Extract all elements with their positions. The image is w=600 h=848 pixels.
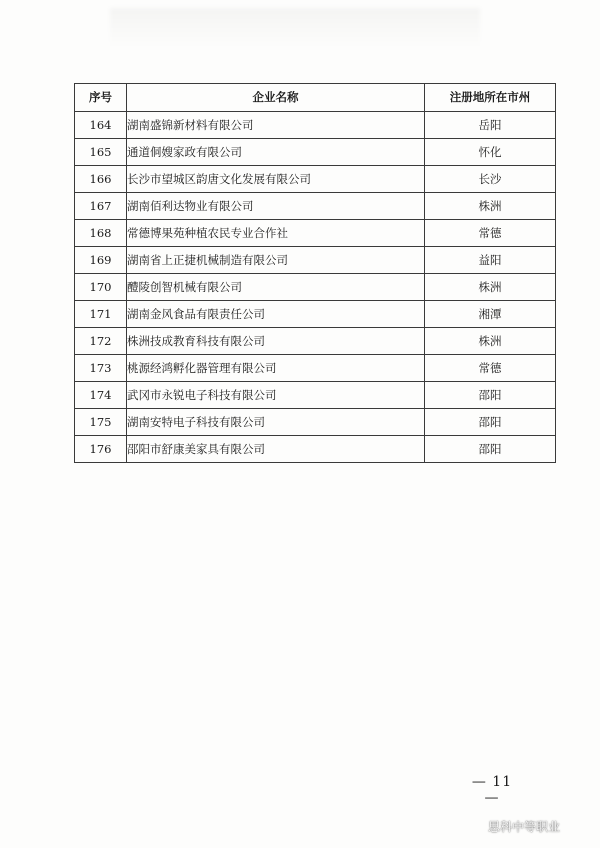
row-city: 湘潭 bbox=[425, 301, 556, 328]
row-no: 175 bbox=[75, 409, 127, 436]
table-row bbox=[75, 112, 556, 139]
table-row bbox=[75, 193, 556, 220]
header-no: 序号 bbox=[75, 84, 127, 112]
row-name: 桃源经鸿孵化器管理有限公司 bbox=[127, 355, 425, 382]
row-name: 武冈市永锐电子科技有限公司 bbox=[127, 382, 425, 409]
enterprise-table bbox=[74, 83, 556, 463]
row-city: 益阳 bbox=[425, 247, 556, 274]
row-city: 邵阳 bbox=[425, 409, 556, 436]
row-name: 长沙市望城区韵唐文化发展有限公司 bbox=[127, 166, 425, 193]
row-name: 湖南省上正捷机械制造有限公司 bbox=[127, 247, 425, 274]
row-city: 株洲 bbox=[425, 328, 556, 355]
table-row bbox=[75, 382, 556, 409]
table-header-row bbox=[75, 84, 556, 112]
row-no: 172 bbox=[75, 328, 127, 355]
row-name: 邵阳市舒康美家具有限公司 bbox=[127, 436, 425, 463]
table-row bbox=[75, 301, 556, 328]
row-city: 株洲 bbox=[425, 274, 556, 301]
table-row bbox=[75, 355, 556, 382]
row-no: 169 bbox=[75, 247, 127, 274]
watermark-text: 思科中等职业 bbox=[488, 820, 561, 834]
row-no: 164 bbox=[75, 112, 127, 139]
row-no: 165 bbox=[75, 139, 127, 166]
row-no: 176 bbox=[75, 436, 127, 463]
row-city: 株洲 bbox=[425, 193, 556, 220]
row-no: 168 bbox=[75, 220, 127, 247]
row-city: 怀化 bbox=[425, 139, 556, 166]
row-city: 常德 bbox=[425, 355, 556, 382]
table-row bbox=[75, 220, 556, 247]
row-name: 湖南金风食品有限责任公司 bbox=[127, 301, 425, 328]
row-name: 株洲技成教育科技有限公司 bbox=[127, 328, 425, 355]
table-row bbox=[75, 247, 556, 274]
row-city: 长沙 bbox=[425, 166, 556, 193]
row-name: 醴陵创智机械有限公司 bbox=[127, 274, 425, 301]
row-name: 湖南佰利达物业有限公司 bbox=[127, 193, 425, 220]
row-name: 通道侗嫂家政有限公司 bbox=[127, 139, 425, 166]
table-row bbox=[75, 274, 556, 301]
scan-bleed-through bbox=[110, 8, 480, 48]
row-city: 邵阳 bbox=[425, 382, 556, 409]
table-row bbox=[75, 139, 556, 166]
row-city: 常德 bbox=[425, 220, 556, 247]
row-no: 174 bbox=[75, 382, 127, 409]
row-name: 湖南盛锦新材料有限公司 bbox=[127, 112, 425, 139]
row-no: 170 bbox=[75, 274, 127, 301]
row-no: 167 bbox=[75, 193, 127, 220]
row-no: 173 bbox=[75, 355, 127, 382]
header-name: 企业名称 bbox=[127, 84, 425, 112]
row-city: 邵阳 bbox=[425, 436, 556, 463]
row-no: 171 bbox=[75, 301, 127, 328]
page-number: — 11 — bbox=[471, 774, 513, 806]
row-name: 常德博果苑种植农民专业合作社 bbox=[127, 220, 425, 247]
row-city: 岳阳 bbox=[425, 112, 556, 139]
table-row bbox=[75, 166, 556, 193]
row-name: 湖南安特电子科技有限公司 bbox=[127, 409, 425, 436]
table-row bbox=[75, 409, 556, 436]
table-row bbox=[75, 436, 556, 463]
table-row bbox=[75, 328, 556, 355]
header-city: 注册地所在市州 bbox=[425, 84, 556, 112]
row-no: 166 bbox=[75, 166, 127, 193]
